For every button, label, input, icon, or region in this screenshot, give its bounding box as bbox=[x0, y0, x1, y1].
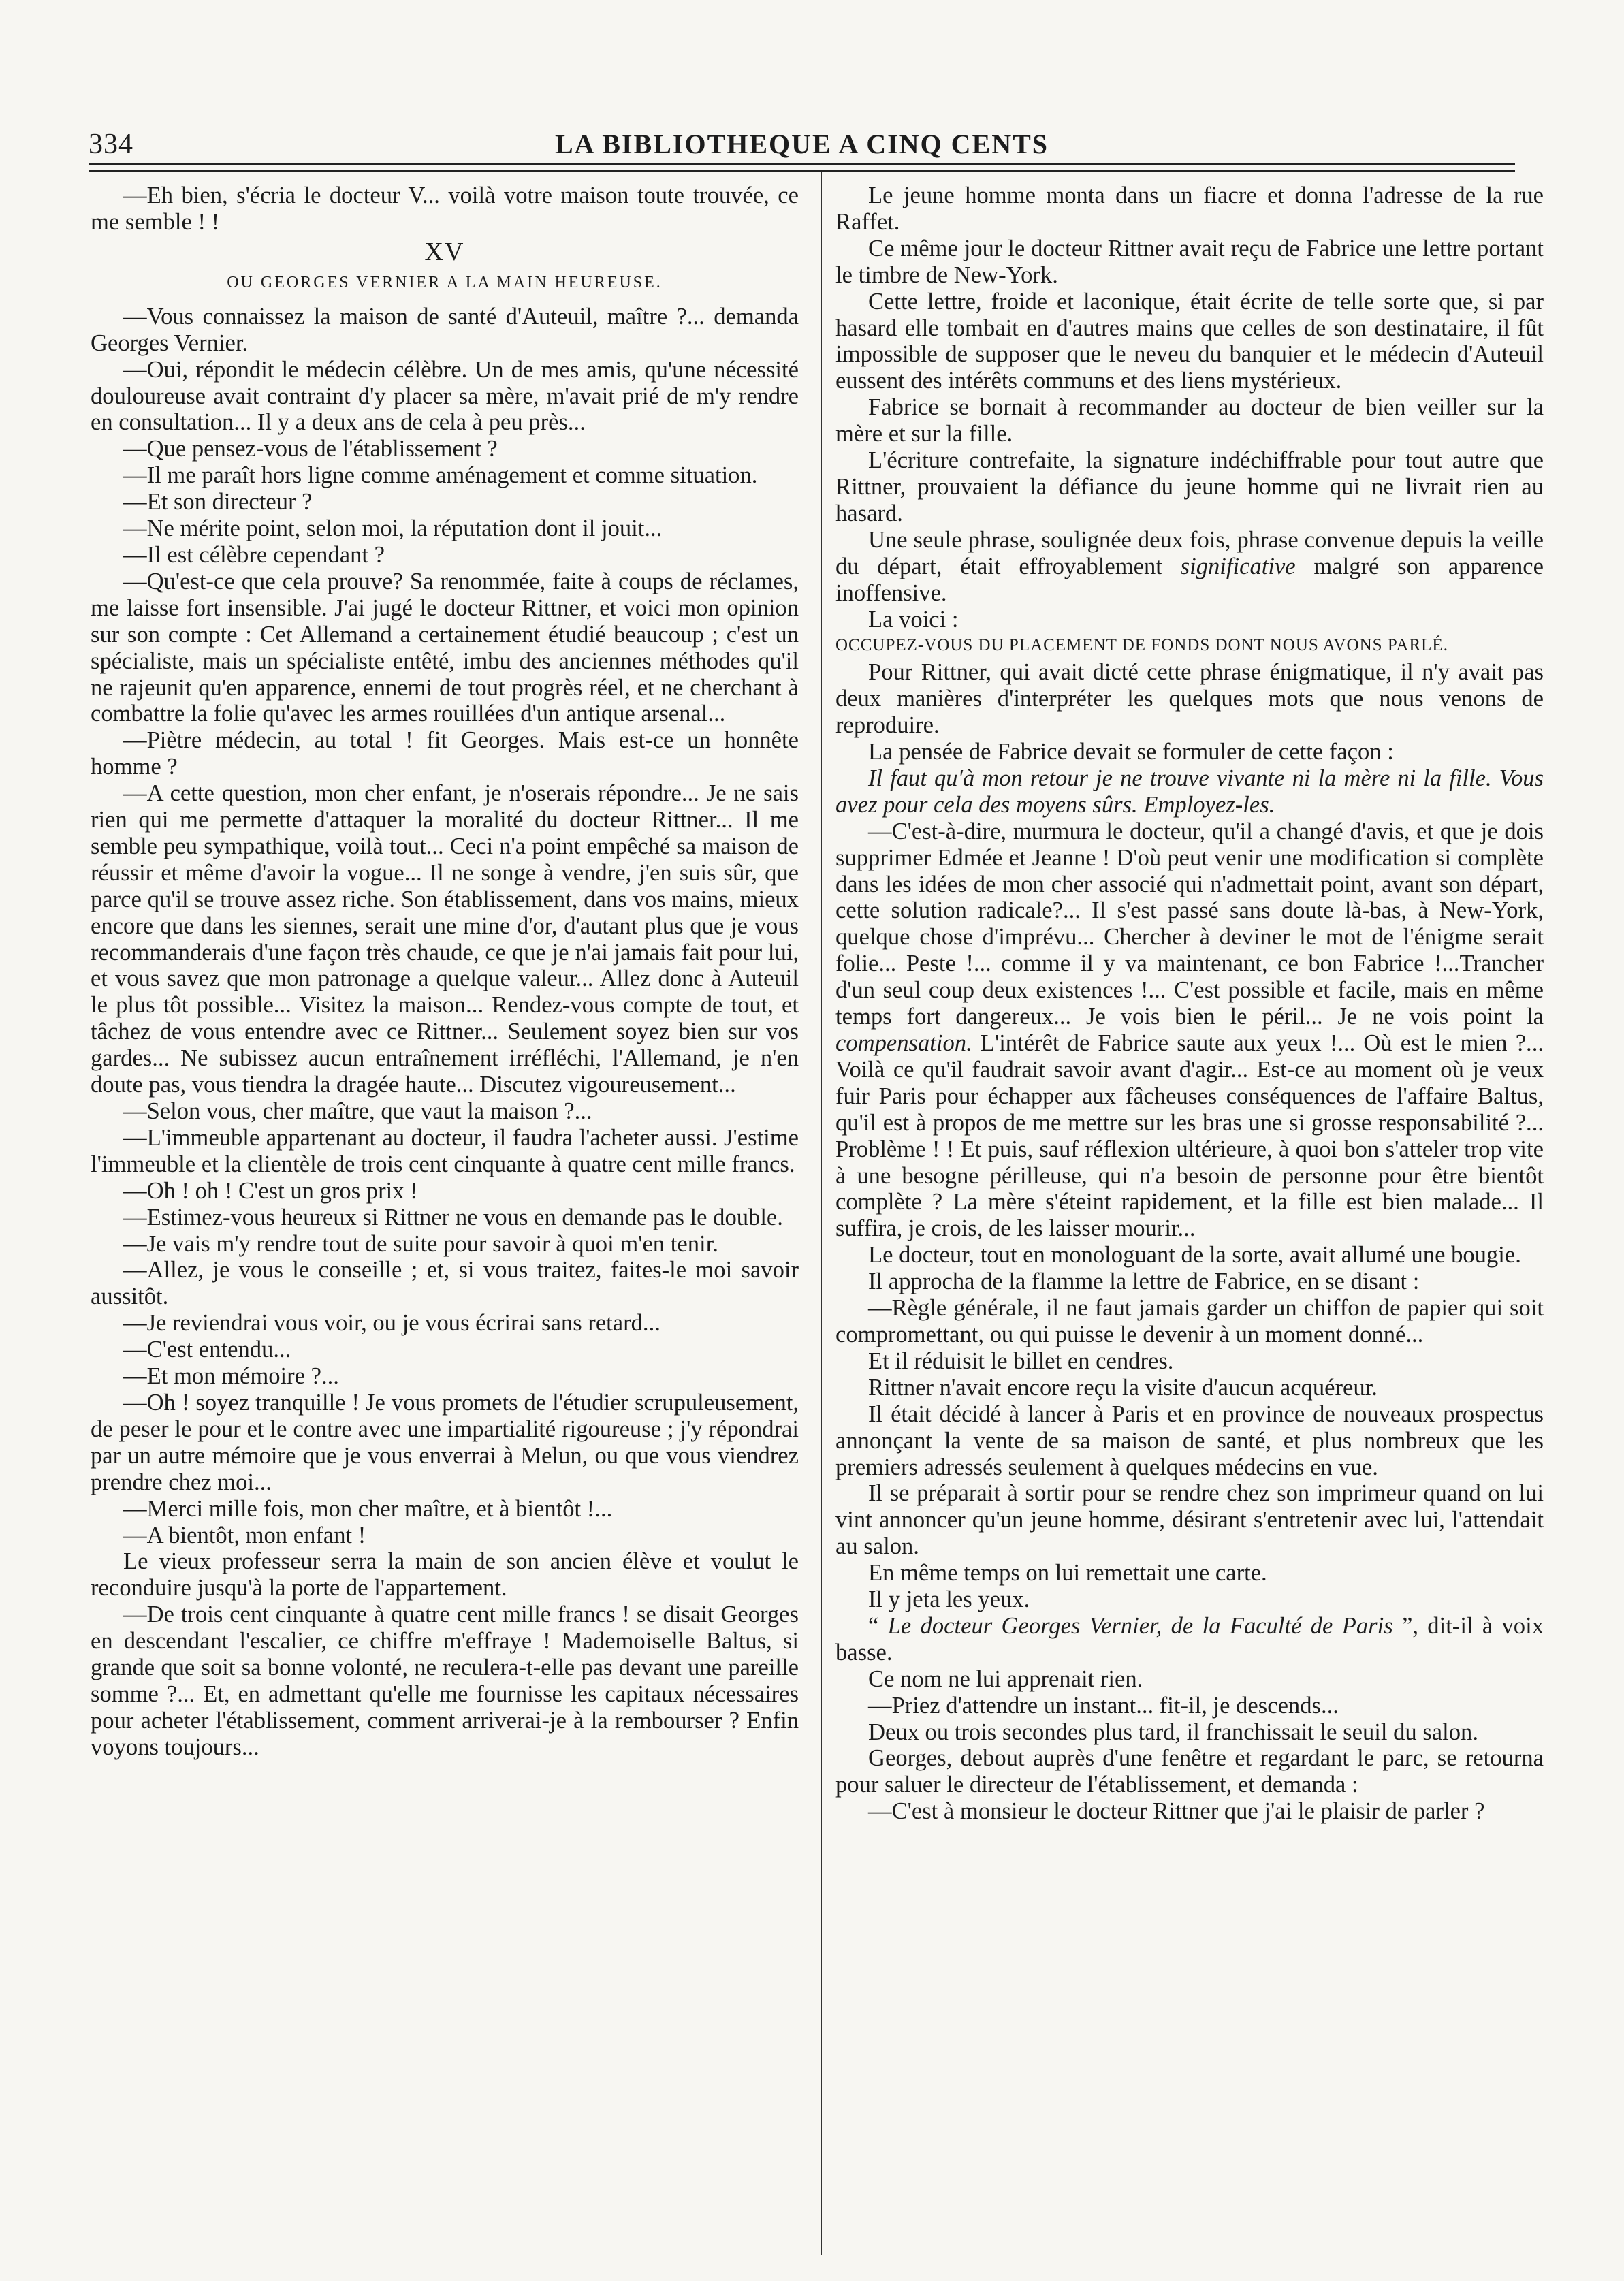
paragraph: —Piètre médecin, au total ! fit Georges. Mais est-ce un honnête homme ? bbox=[91, 727, 799, 780]
paragraph: —De trois cent cinquante à quatre cent mille francs ! se disait Georges en descendant l'escalier, ce chiffre m'effraye ! Mademoiselle Baltus, si grande que soit sa bonne volonté, ne reculera-t-elle pas devant une pareille somme ?... Et, en admettant qu'elle me fournisse les capitaux nécessaires pour acheter l'établissement, comment arriverai-je à la rembourser ? Enfin voyons toujours... bbox=[91, 1601, 799, 1760]
paragraph: —Règle générale, il ne faut jamais garder un chiffon de papier qui soit compromettant, ou qui puisse le devenir à un moment donné... bbox=[835, 1295, 1544, 1347]
paragraph: Fabrice se bornait à recommander au docteur de bien veiller sur la mère et sur la fille. bbox=[835, 394, 1544, 447]
paragraph: —Priez d'attendre un instant... fit-il, je descends... bbox=[868, 1692, 1339, 1719]
text-run: ”, dit-il à voix basse. bbox=[835, 1612, 1544, 1665]
paragraph: —A cette question, mon cher enfant, je n'oserais répondre... Je ne sais rien qui me permette d'attaquer la moralité du docteur Rittner... Il me semble peu sympathique, voilà tout... Ceci n'a point empêché sa maison de réussir et même d'avoir la vogue... Il ne songe à vendre, j'en suis sûr, que parce qu'il se trouve assez riche. Son établissement, dans vos mains, mieux encore que dans les siennes, serait une mine d'or, d'autant plus que je vous recommanderais d'une façon très chaude, ce que je n'ai jamais fait pour lui, et vous savez que mon patronage a quelque valeur... Allez donc à Auteuil le plus tôt possible... Visitez la maison... Rendez-vous compte de tout, et tâchez de vous entendre avec ce Rittner... Seulement soyez bien sur vos gardes... Ne subissez aucun entraînement irréfléchi, l'Allemand, je n'en doute pas, vous tiendra la dragée haute... Discutez vigoureusement... bbox=[91, 780, 799, 1098]
paragraph: —Oui, répondit le médecin célèbre. Un de mes amis, qu'une nécessité douloureuse avait contraint d'y placer sa mère, m'avait prié de m'y rendre en consultation... Il y a deux ans de cela à peu près... bbox=[91, 356, 799, 436]
paragraph: L'écriture contrefaite, la signature indéchiffrable pour tout autre que Rittner, prouvaient la défiance du jeune homme qui ne livrait rien au hasard. bbox=[835, 447, 1544, 526]
page-number: 334 bbox=[89, 129, 133, 160]
emphasis-text: Le docteur Georges Vernier, de la Faculté de Paris bbox=[887, 1612, 1393, 1639]
paragraph: Deux ou trois secondes plus tard, il franchissait le seuil du salon. bbox=[868, 1719, 1478, 1745]
paragraph: —A bientôt, mon enfant ! bbox=[123, 1522, 366, 1548]
paragraph: Cette lettre, froide et laconique, était écrite de telle sorte que, si par hasard elle tombait en d'autres mains que celles de son destinataire, il fût impossible de supposer que le neveu du banquier et le médecin d'Auteuil eussent des intérêts communs et des liens mystérieux. bbox=[835, 288, 1544, 394]
paragraph: Ce nom ne lui apprenait rien. bbox=[868, 1665, 1143, 1692]
paragraph bbox=[835, 818, 1544, 1243]
paragraph: —Oh ! oh ! C'est un gros prix ! bbox=[123, 1177, 418, 1204]
paragraph: Il y jeta les yeux. bbox=[868, 1586, 1030, 1613]
paragraph: La voici : bbox=[868, 606, 959, 633]
emphasis-text: compensation. bbox=[835, 1030, 972, 1056]
paragraph: —Ne mérite point, selon moi, la réputation dont il jouit... bbox=[123, 515, 663, 542]
paragraph: —Je vais m'y rendre tout de suite pour savoir à quoi m'en tenir. bbox=[123, 1230, 718, 1257]
paragraph: Le docteur, tout en monologuant de la sorte, avait allumé une bougie. bbox=[868, 1242, 1521, 1269]
header-rule-thin bbox=[89, 170, 1515, 172]
paragraph: —Que pensez-vous de l'établissement ? bbox=[123, 436, 498, 462]
quoted-message: OCCUPEZ-VOUS DU PLACEMENT DE FONDS DONT NOUS AVONS PARLÉ. bbox=[835, 636, 1448, 655]
paragraph: —C'est à monsieur le docteur Rittner que j'ai le plaisir de parler ? bbox=[868, 1798, 1485, 1825]
paragraph: —Allez, je vous le conseille ; et, si vous traitez, faites-le moi savoir aussitôt. bbox=[91, 1257, 799, 1310]
paragraph: —C'est entendu... bbox=[123, 1337, 291, 1363]
paragraph: —Eh bien, s'écria le docteur V... voilà votre maison toute trouvée, ce me semble ! ! bbox=[91, 182, 799, 235]
paragraph: —Je reviendrai vous voir, ou je vous écrirai sans retard... bbox=[123, 1310, 660, 1337]
column-divider bbox=[821, 172, 822, 2255]
paragraph: —Il me paraît hors ligne comme aménagement et comme situation. bbox=[123, 462, 758, 489]
paragraph: Et il réduisit le billet en cendres. bbox=[868, 1347, 1174, 1374]
header-rule bbox=[89, 163, 1515, 165]
left-column bbox=[91, 182, 799, 2252]
paragraph: Rittner n'avait encore reçu la visite d'aucun acquéreur. bbox=[868, 1374, 1378, 1401]
paragraph: Pour Rittner, qui avait dicté cette phrase énigmatique, il n'y avait pas deux manières d'interpréter les quelques mots que nous venons de reproduire. bbox=[835, 659, 1544, 739]
chapter-number: XV bbox=[424, 237, 465, 266]
paragraph: —Merci mille fois, mon cher maître, et à bientôt !... bbox=[123, 1495, 613, 1522]
page-header bbox=[89, 128, 1515, 169]
paragraph: —Oh ! soyez tranquille ! Je vous promets de l'étudier scrupuleusement, de peser le pour et le contre avec une impartialité rigoureuse ; j'y répondrai par un autre mémoire que je vous enverrai à Melun, ou que vous viendrez prendre chez moi... bbox=[91, 1389, 799, 1495]
paragraph: —Il est célèbre cependant ? bbox=[123, 541, 385, 568]
italic-paragraph: Il faut qu'à mon retour je ne trouve vivante ni la mère ni la fille. Vous avez pour cela des moyens sûrs. Employez-les. bbox=[835, 765, 1544, 818]
paragraph: Il se préparait à sortir pour se rendre chez son imprimeur quand on lui vint annoncer qu'un jeune homme, désirant s'entretenir avec lui, l'attendait au salon. bbox=[835, 1480, 1544, 1560]
paragraph: Il était décidé à lancer à Paris et en province de nouveaux prospectus annonçant la vente de sa maison de santé, et plus nombreux que les premiers adressés seulement à quelques médecins en vue. bbox=[835, 1401, 1544, 1480]
text-run: Une seule phrase, soulignée deux fois, phrase convenue depuis la veille du départ, était effroyablement bbox=[835, 526, 1544, 579]
paragraph: Le jeune homme monta dans un fiacre et donna l'adresse de la rue Raffet. bbox=[835, 182, 1544, 235]
text-run: malgré son apparence inoffensive. bbox=[835, 553, 1544, 606]
text-run: —C'est-à-dire, murmura le docteur, qu'il a changé d'avis, et que je dois supprimer Edmée et Jeanne ! D'où peut venir une modification si complète dans les idées de mon cher associé qui n'admettait point, avant son départ, cette solution radicale?... Il s'est passé sans doute là-bas, à New-York, quelque chose d'imprévu... Chercher à deviner le mot de l'énigme serait folie... Peste !... comme il y va maintenant, ce bon Fabrice !...Trancher d'un seul coup deux existences !... C'est possible et facile, mais en même temps fort dangereux... Je vois bien le péril... Je ne vois point la bbox=[835, 818, 1544, 1030]
paragraph: —Et son directeur ? bbox=[123, 489, 313, 515]
emphasis-text: significative bbox=[1180, 553, 1296, 579]
paragraph: —Qu'est-ce que cela prouve? Sa renommée, faite à coups de réclames, me laisse fort insensible. J'ai jugé le docteur Rittner, et voici mon opinion sur son compte : Cet Allemand a certainement étudié beaucoup ; c'est un spécialiste, mais un spécialiste entêté, imbu des anciennes méthodes qu'il ne rajeunit qu'en apparence, ennemi de tout progrès réel, et ne cherchant à combattre la folie qu'avec les armes rouillées d'un antique arsenal... bbox=[91, 568, 799, 727]
paragraph: Ce même jour le docteur Rittner avait reçu de Fabrice une lettre portant le timbre de New-York. bbox=[835, 235, 1544, 288]
paragraph bbox=[835, 527, 1544, 607]
paragraph: —Estimez-vous heureux si Rittner ne vous en demande pas le double. bbox=[123, 1204, 783, 1230]
chapter-title: OU GEORGES VERNIER A LA MAIN HEUREUSE. bbox=[227, 273, 663, 291]
paragraph: Georges, debout auprès d'une fenêtre et regardant le parc, se retourna pour saluer le directeur de l'établissement, et demanda : bbox=[835, 1745, 1544, 1798]
page-title: LA BIBLIOTHEQUE A CINQ CENTS bbox=[554, 129, 1049, 159]
paragraph: —Vous connaissez la maison de santé d'Auteuil, maître ?... demanda Georges Vernier. bbox=[91, 303, 799, 356]
right-column bbox=[835, 182, 1544, 2252]
paragraph: —L'immeuble appartenant au docteur, il faudra l'acheter aussi. J'estime l'immeuble et la clientèle de trois cent cinquante à quatre cent mille francs. bbox=[91, 1124, 799, 1177]
paragraph: Le vieux professeur serra la main de son ancien élève et voulut le reconduire jusqu'à la porte de l'appartement. bbox=[91, 1548, 799, 1601]
paragraph: Il approcha de la flamme la lettre de Fabrice, en se disant : bbox=[868, 1269, 1420, 1295]
paragraph bbox=[835, 1613, 1544, 1666]
paragraph: En même temps on lui remettait une carte. bbox=[868, 1560, 1267, 1586]
text-run: “ bbox=[868, 1612, 888, 1639]
text-run: L'intérêt de Fabrice saute aux yeux !... Où est le mien ?... Voilà ce qu'il faudrait savoir avant d'agir... Est-ce au moment où je veux fuir Paris pour échapper aux fâcheuses conséquences de l'affaire Baltus, qu'il est à propos de me mettre sur les bras une si grosse responsabilité ?... Problème ! ! Et puis, sauf réflexion ultérieure, à quoi bon s'atteler trop vite à une besogne périlleuse, qui n'a besoin de personne pour être bientôt complète ? La mère s'éteint rapidement, et la fille est bien malade... Il suffira, je crois, de les laisser mourir... bbox=[835, 1030, 1544, 1242]
paragraph: —Selon vous, cher maître, que vaut la maison ?... bbox=[123, 1098, 592, 1124]
paragraph: —Et mon mémoire ?... bbox=[123, 1363, 339, 1390]
paragraph: La pensée de Fabrice devait se formuler de cette façon : bbox=[868, 739, 1394, 765]
